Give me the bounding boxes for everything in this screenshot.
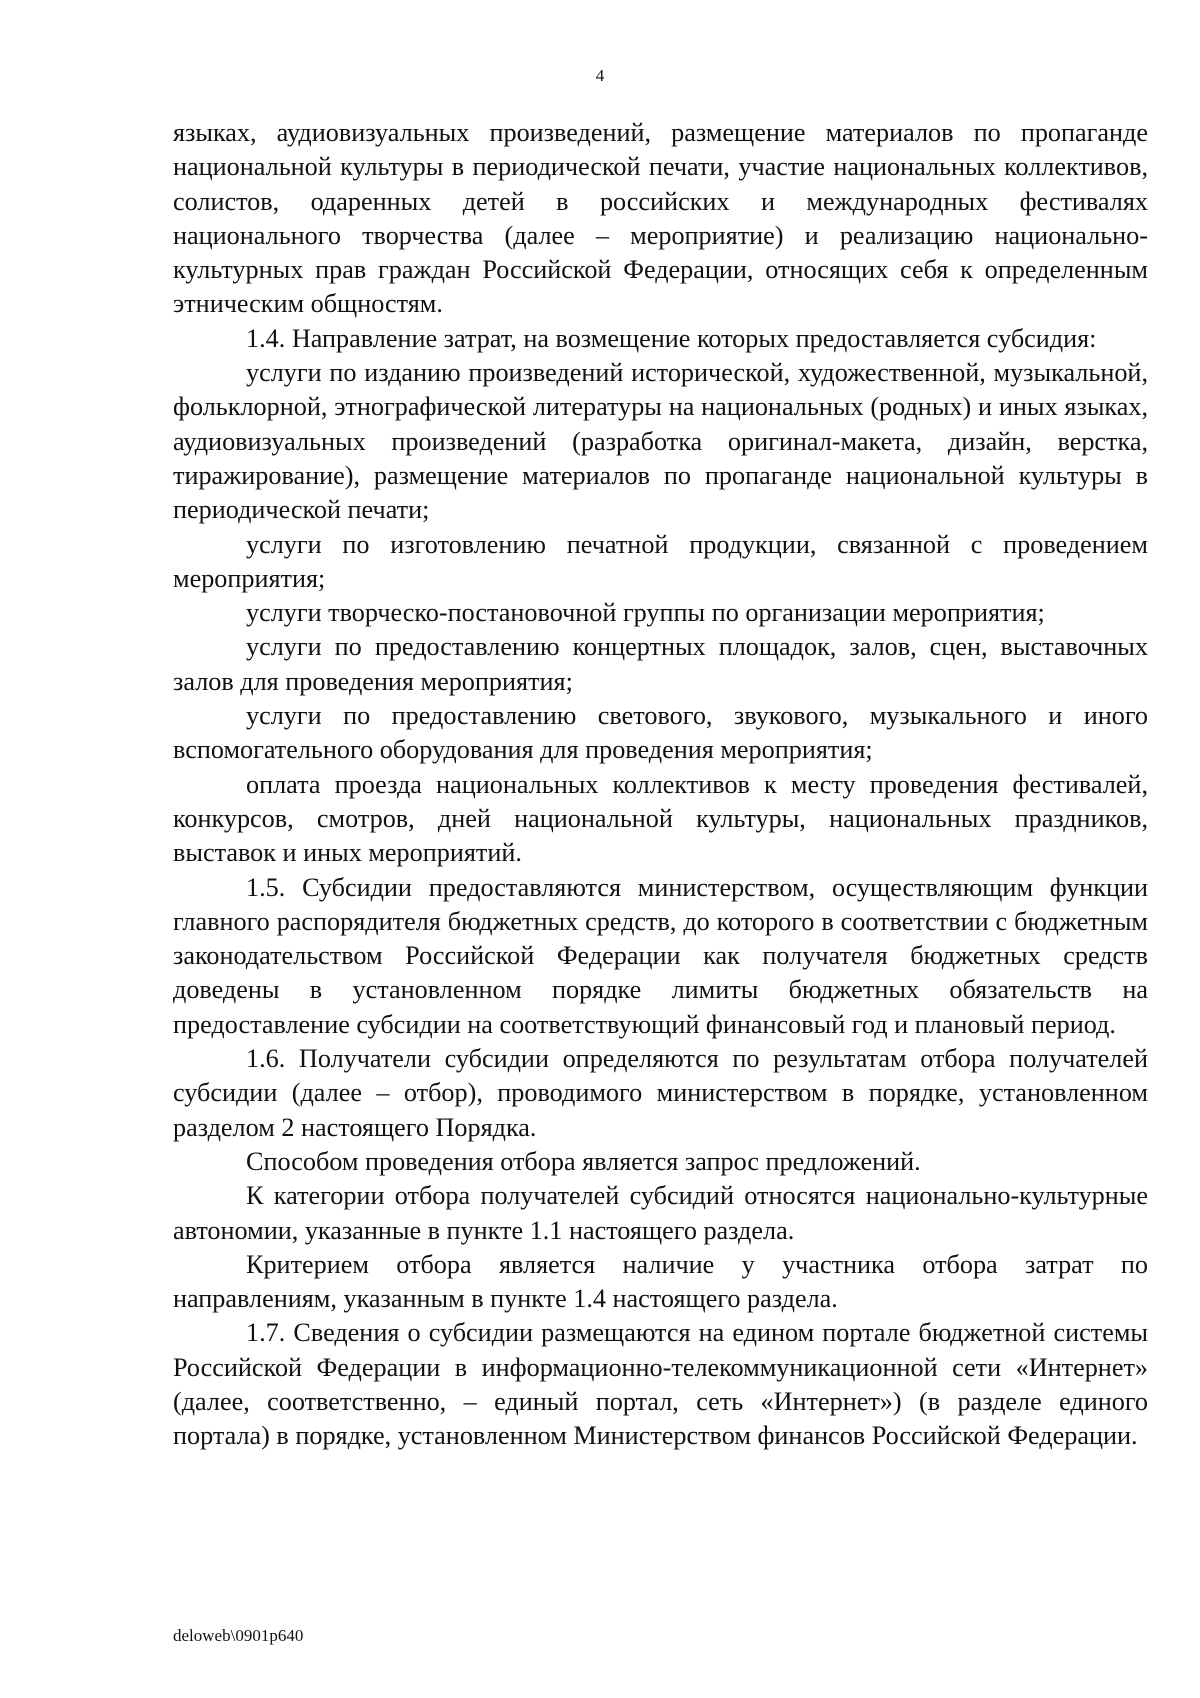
paragraph-services-publishing: услуги по изданию произведений исторической, художественной, музыкальной, фольклорной, этнографической литературы на национальных (родных) и иных языках, аудиовизуальных произведений (разработка оригинал-макета, дизайн, верстка, тиражирование), размещение материалов по пропаганде национальной культуры в периодической печати; bbox=[173, 358, 1148, 525]
paragraph-selection-method: Способом проведения отбора является запрос предложений. bbox=[246, 1146, 921, 1176]
paragraph-continuation: языках, аудиовизуальных произведений, размещение материалов по пропаганде национальной культуры в периодической печати, участие национальных коллективов, солистов, одаренных детей в российских и международных фестивалях национального творчества (далее – мероприятие) и реализацию национально-культурных прав граждан Российской Федерации, относящих себя к определенным этническим общностям. bbox=[173, 118, 1148, 319]
paragraph-1-6: 1.6. Получатели субсидии определяются по результатам отбора получателей субсидии (далее – отбор), проводимого министерством в порядке, установленном разделом 2 настоящего Порядка. bbox=[173, 1044, 1148, 1142]
paragraph-services-printing: услуги по изготовлению печатной продукции, связанной с проведением мероприятия; bbox=[173, 529, 1148, 593]
paragraph-services-venues: услуги по предоставлению концертных площадок, залов, сцен, выставочных залов для проведения мероприятия; bbox=[173, 632, 1148, 696]
paragraph-selection-criterion: Критерием отбора является наличие у участника отбора затрат по направлениям, указанным в пункте 1.4 настоящего раздела. bbox=[173, 1249, 1148, 1314]
paragraph-selection-category: К категории отбора получателей субсидий относятся национально-культурные автономии, указанные в пункте 1.1 настоящего раздела. bbox=[173, 1181, 1148, 1245]
document-body bbox=[173, 116, 1148, 1454]
paragraph-services-equipment: услуги по предоставлению светового, звукового, музыкального и иного вспомогательного оборудования для проведения мероприятия; bbox=[173, 701, 1148, 765]
paragraph-travel-payment: оплата проезда национальных коллективов к месту проведения фестивалей, конкурсов, смотров, дней национальной культуры, национальных праздников, выставок и иных мероприятий. bbox=[173, 769, 1148, 868]
footer-document-code: deloweb\0901p640 bbox=[173, 1626, 304, 1645]
paragraph-1-4: 1.4. Направление затрат, на возмещение которых предоставляется субсидия: bbox=[246, 323, 1097, 353]
paragraph-1-5: 1.5. Субсидии предоставляются министерством, осуществляющим функции главного распорядителя бюджетных средств, до которого в соответствии с бюджетным законодательством Российской Федерации как получателя бюджетных средств доведены в установленном порядке лимиты бюджетных обязательств на предоставление субсидии на соответствующий финансовый год и плановый период. bbox=[173, 872, 1148, 1039]
paragraph-1-7: 1.7. Сведения о субсидии размещаются на едином портале бюджетной системы Российской Федерации в информационно-телекоммуникационной сети «Интернет» (далее, соответственно, – единый портал, сеть «Интернет») (в разделе единого портала) в порядке, установленном Министерством финансов Российской Федерации. bbox=[173, 1318, 1148, 1451]
page-number: 4 bbox=[595, 66, 605, 85]
paragraph-services-creative-group: услуги творческо-постановочной группы по организации мероприятия; bbox=[246, 598, 1045, 628]
